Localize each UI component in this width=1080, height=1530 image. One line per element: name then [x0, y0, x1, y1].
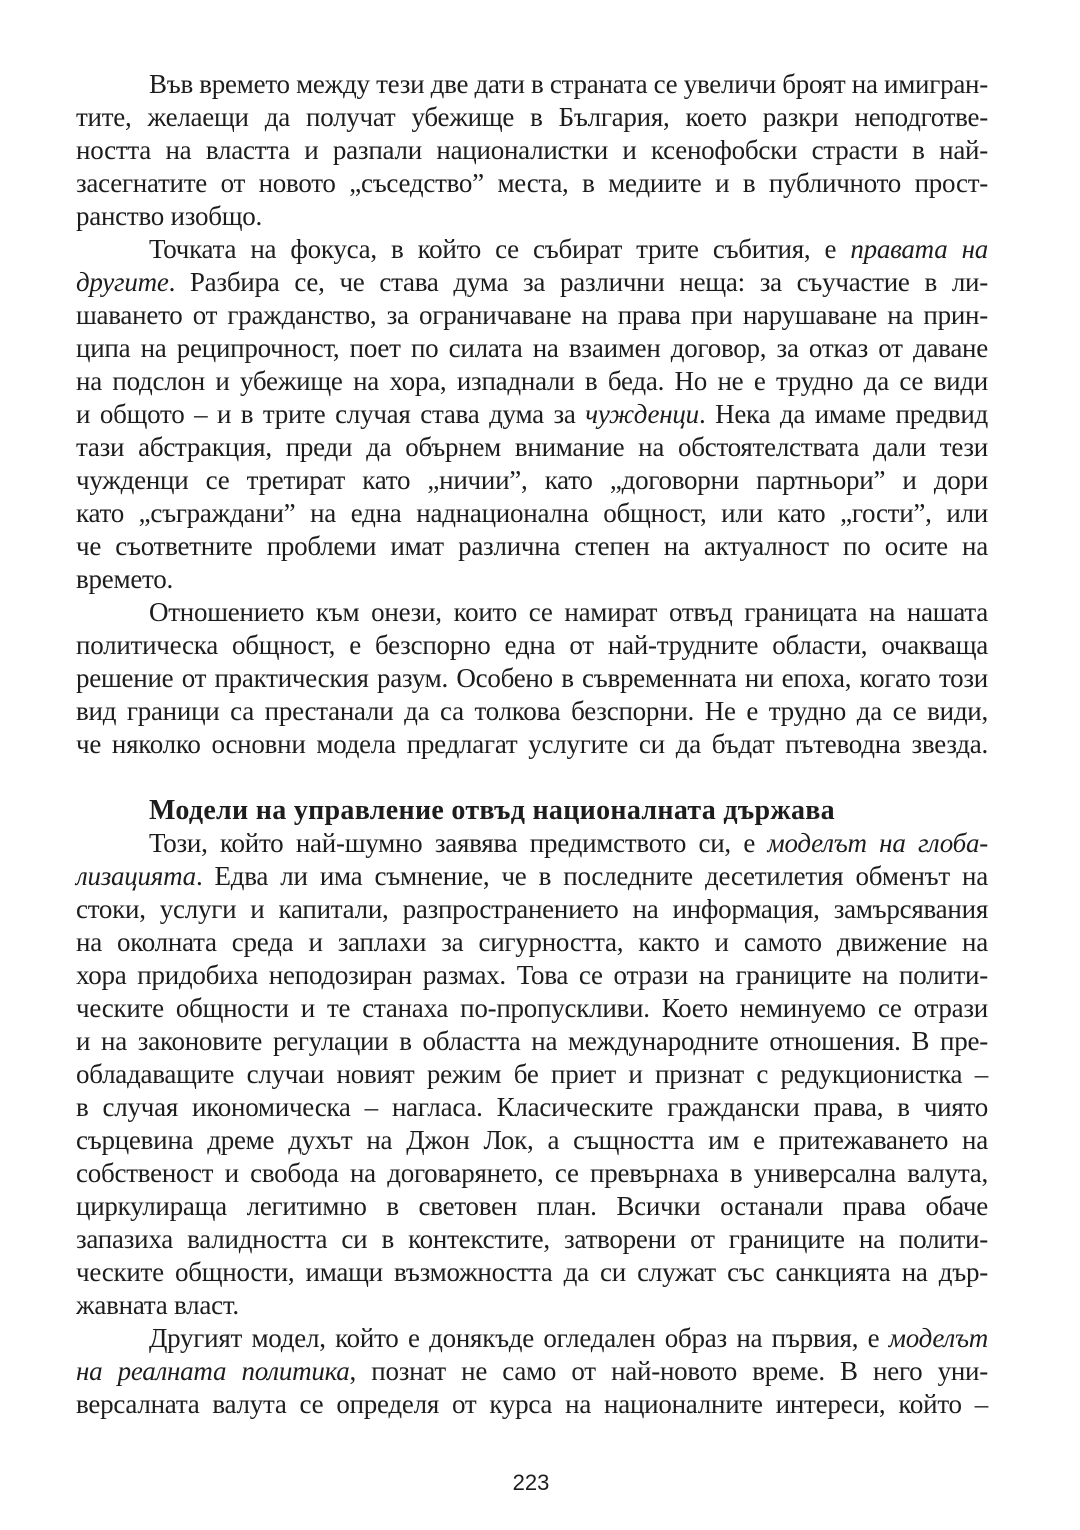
text-segment: Този, който най-шумно заявява предимството си, е [149, 828, 768, 858]
text-line: че няколко основни модела предлагат услугите си да бъдат пътеводна звезда. [76, 729, 988, 759]
emphasis-text: другите [76, 267, 169, 297]
page-number: 223 [512, 1470, 550, 1495]
text-line: ческите общности и те станаха по-пропускливи. Което неминуемо се отрази [76, 993, 988, 1023]
text-line: чужденци се третират като „ничии”, като „договорни партньори” и дори [76, 465, 988, 495]
text-line: на подслон и убежище на хора, изпаднали в беда. Но не е трудно да се види [76, 366, 988, 396]
emphasis-text: чужденци [585, 399, 699, 429]
text-line [76, 1322, 988, 1355]
text-segment: . Разбира се, че става дума за различни неща: за съучастие в ли- [168, 267, 988, 297]
text-line: стоки, услуги и капитали, разпространението на информация, замърсявания [76, 894, 988, 924]
text-line [76, 233, 988, 266]
text-line: собственост и свобода на договарянето, се превърнаха в универсална валута, [76, 1158, 988, 1188]
text-segment: Точката на фокуса, в който се събират трите събития, е [149, 234, 851, 264]
text-segment: . Едва ли има съмнение, че в последните десетилетия обменът на [195, 861, 988, 891]
paragraph [76, 596, 988, 761]
emphasis-text: на реалната политика [76, 1356, 350, 1386]
paragraph [76, 233, 988, 596]
text-line: жавната власт. [76, 1290, 239, 1320]
text-line: политическа общност, е безспорно една от най-трудните области, очакваща [76, 630, 988, 660]
paragraph [76, 68, 988, 233]
text-line: решение от практическия разум. Особено в съвременната ни епоха, когато този [76, 663, 988, 693]
text-line: ципа на реципрочност, поет по силата на взаимен договор, за отказ от даване [76, 333, 988, 363]
text-line: хора придобиха неподозиран размах. Това се отрази на границите на полити- [76, 960, 988, 990]
text-line [76, 1355, 988, 1388]
section-spacer [76, 761, 988, 794]
emphasis-text: моделът на глоба- [767, 828, 988, 858]
text-line: обладаващите случаи новият режим бе приет и признат с редукционистка – [76, 1059, 988, 1089]
text-segment: и общото – и в трите случая става дума за [76, 399, 586, 429]
text-line: ранство изобщо. [76, 201, 263, 231]
text-segment: Другият модел, който е донякъде огледален образ на първия, е [149, 1323, 889, 1353]
text-line: на околната среда и заплахи за сигурността, както и самото движение на [76, 927, 988, 957]
emphasis-text: лизацията [76, 861, 196, 891]
text-line: тите, желаещи да получат убежище в България, което разкри неподготве- [76, 102, 988, 132]
text-line [76, 827, 988, 860]
text-line: в случая икономическа – нагласа. Класическите граждански права, в чиято [76, 1092, 988, 1122]
text-line: циркулираща легитимно в световен план. Всички останали права обаче [76, 1191, 988, 1221]
text-line: и на законовите регулации в областта на международните отношения. В пре- [76, 1026, 988, 1056]
text-line: Отношението към онези, които се намират отвъд границата на нашата [149, 597, 988, 627]
text-line: запазиха валидността си в контекстите, затворени от границите на полити- [76, 1224, 988, 1254]
paragraph [76, 1322, 988, 1421]
text-line: ността на властта и разпали националистки и ксенофобски страсти в най- [76, 135, 988, 165]
text-line: вид граници са престанали да са толкова безспорни. Не е трудно да се види, [76, 696, 988, 726]
text-line: Във времето между тези две дати в страната се увеличи броят на имигран- [149, 69, 988, 99]
text-line: засегнатите от новото „съседство” места, в медиите и в публичното прост- [76, 168, 988, 198]
emphasis-text: правата на [850, 234, 988, 264]
text-line: ческите общности, имащи възможността да си служат със санкцията на дър- [76, 1257, 988, 1287]
section-heading: Модели на управление отвъд националната държава [149, 795, 835, 826]
emphasis-text: моделът [888, 1323, 988, 1353]
text-line [76, 266, 988, 299]
text-line: че съответните проблеми имат различна степен на актуалност по осите на [76, 531, 988, 561]
text-segment: , познат не само от най-новото време. В него уни- [349, 1356, 988, 1386]
text-line: като „съграждани” на една наднационална общност, или като „гости”, или [76, 498, 988, 528]
text-line: версалната валута се определя от курса на националните интереси, който – [76, 1389, 988, 1419]
page-body [76, 68, 988, 1421]
text-line [76, 860, 988, 893]
text-line: шаването от гражданство, за ограничаване на права при нарушаване на прин- [76, 300, 988, 330]
text-line [76, 398, 988, 431]
text-line: сърцевина дреме духът на Джон Лок, а същността им е притежаването на [76, 1125, 988, 1155]
text-line: тази абстракция, преди да обърнем внимание на обстоятелствата дали тези [76, 432, 988, 462]
paragraph [76, 827, 988, 1322]
text-line: времето. [76, 564, 173, 594]
text-segment: . Нека да имаме предвид [698, 399, 989, 429]
